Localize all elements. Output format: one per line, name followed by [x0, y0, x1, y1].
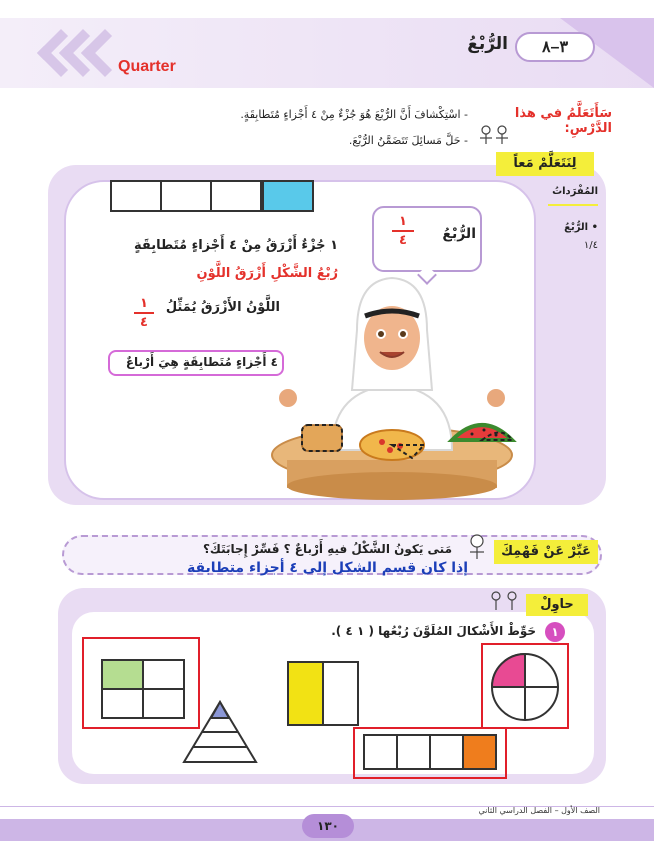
question-number-badge: ١ [545, 622, 565, 642]
vocab-fraction-den: ٤ [592, 240, 598, 251]
fraction-denominator: ٤ [399, 233, 407, 248]
fraction-bar [392, 230, 414, 232]
vocabulary-term: • الرُّبْعُ [564, 222, 598, 233]
vocab-fraction-num: ١ [583, 240, 590, 251]
two-kids-icon [476, 124, 512, 150]
bar-part-shaded [262, 180, 314, 212]
fraction-bar [134, 312, 154, 314]
express-understanding-tag: عَبِّرْ عَنْ فَهْمِكَ [494, 540, 598, 564]
fraction-numerator: ١ [399, 214, 407, 229]
statement-2: رُبْعُ الشَّكْلِ أَزْرَقُ اللَّوْنِ [196, 266, 338, 281]
vocabulary-fraction: ١/٤ [583, 240, 598, 251]
bar-part [160, 180, 212, 212]
bar-part [110, 180, 162, 212]
fraction-numerator: ١ [140, 296, 148, 311]
english-title: Quarter [118, 58, 176, 75]
objective-item: - اسْتِكْشافَ أَنَّ الرُّبْعَ هُوَ جُزْءٌ مِنْ ٤ أَجْزاءٍ مُتَطابِقَةٍ. [240, 108, 468, 121]
boy-with-food-illustration [262, 250, 524, 500]
shape-2x2-grid[interactable] [100, 658, 186, 720]
statement-3: اللَّوْنُ الأَزْرَقُ يُمَثِّلُ [165, 300, 280, 315]
lesson-title: الرُّبْعُ [467, 34, 508, 54]
objectives-lead: سَأَتَعَلَّمُ في هذا الدَّرْسِ: [514, 106, 612, 136]
shape-triangle[interactable] [182, 700, 258, 766]
shape-circle-quarters[interactable] [487, 650, 563, 724]
footer-text: الصف الأول – الفصل الدراسي الثاني [478, 806, 600, 815]
statement-1: ١ جُزْءٌ أَزْرَقُ مِنْ ٤ أَجْزاءٍ مُتَطابِقَةٍ [134, 238, 338, 253]
shape-halves-rectangle[interactable] [286, 660, 360, 728]
express-question: مَتى يَكونُ الشَّكْلُ فيهِ أَرْباعٌ ؟ فَسِّرْ إِجابَتَكَ؟ [202, 542, 452, 556]
lesson-number-badge: ٣–٨ [515, 32, 595, 62]
bar-part [210, 180, 262, 212]
objective-item: - حَلَّ مَسائِلَ تَتَضَمَّنُ الرُّبْعَ. [348, 134, 468, 147]
statement-4: ٤ أَجْزاءٍ مُتَطابِقَةٍ هِيَ أَرْباعٌ [125, 355, 278, 369]
question-text: حَوِّطْ الأَشْكالَ المُلَوَّنَ رُبْعُها ( ١ ٤ ). [331, 624, 536, 638]
fraction-denominator: ٤ [140, 315, 148, 330]
handwritten-answer[interactable]: إذا كان قسم الشكل إلى ٤ أجزاء متطابقة [186, 560, 468, 576]
vocabulary-heading: المُفْرَداتُ [552, 186, 598, 197]
bubble-fraction [388, 214, 418, 248]
page-number: ١٣٠ [302, 814, 354, 838]
learn-together-tag: لِنَتَعَلَّمْ مَعاً [496, 152, 594, 176]
try-tag: حاوِلْ [526, 594, 588, 616]
shape-4-part-strip[interactable] [362, 733, 498, 773]
thinking-kid-icon [462, 532, 492, 562]
vocabulary-divider [548, 204, 598, 206]
two-kids-icon [486, 590, 522, 616]
bubble-word: الرُّبْعُ [442, 226, 476, 242]
statement-fraction [130, 296, 158, 330]
